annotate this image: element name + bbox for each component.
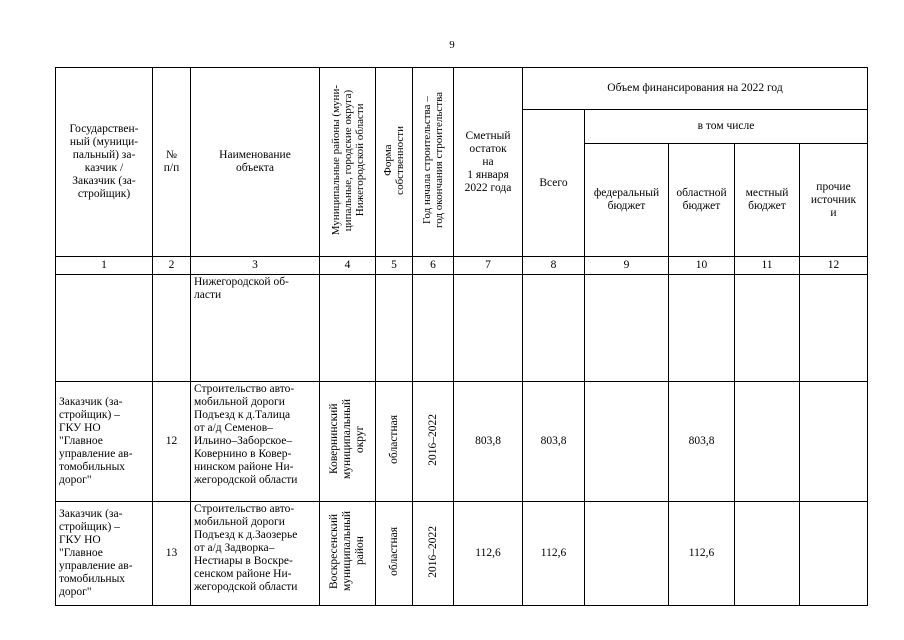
row-federal — [585, 382, 669, 502]
header-years: Год начала строительства – год окончания строительства — [413, 68, 454, 257]
table-row — [56, 502, 868, 606]
header-num: № п/п — [153, 68, 191, 257]
row-local — [735, 502, 800, 606]
column-number: 4 — [320, 257, 376, 275]
row-years: 2016–2022 — [413, 382, 454, 502]
column-numbers-row — [56, 257, 868, 275]
row-other — [800, 502, 868, 606]
row-estimated-balance: 803,8 — [454, 382, 523, 502]
row-ownership: областная — [376, 502, 413, 606]
page-number: 9 — [449, 39, 455, 51]
table-row — [56, 382, 868, 502]
row-customer: Заказчик (за- стройщик) – ГКУ НО "Главное управление ав- томобильных дорог" — [56, 382, 153, 502]
header-other: прочие источник и — [800, 144, 868, 257]
column-number: 8 — [523, 257, 585, 275]
row-district: Воскресенский муниципальный район — [320, 502, 376, 606]
row-other — [800, 382, 868, 502]
row-local — [735, 382, 800, 502]
row-years: 2016–2022 — [413, 502, 454, 606]
header-customer: Государствен- ный (муници- пальный) за- казчик / Заказчик (за- стройщик) — [56, 68, 153, 257]
column-number: 6 — [413, 257, 454, 275]
column-number: 11 — [735, 257, 800, 275]
row-estimated-balance: 112,6 — [454, 502, 523, 606]
row-federal — [585, 502, 669, 606]
row-ownership: областная — [376, 382, 413, 502]
header-including: в том числе — [585, 110, 868, 144]
row-object-name: Строительство авто- мобильной дороги Подъезд к д.Заозерье от а/д Задворка– Нестиары в Воскре- сенском районе Ни- жегородской области — [191, 502, 320, 606]
row-customer: Заказчик (за- стройщик) – ГКУ НО "Главное управление ав- томобильных дорог" — [56, 502, 153, 606]
row-num: 13 — [153, 502, 191, 606]
continuation-row — [56, 275, 868, 382]
header-object-name: Наименование объекта — [191, 68, 320, 257]
row-object-name: Строительство авто- мобильной дороги Подъезд к д.Талица от а/д Семенов– Ильино–Заборское– Ковернино в Ковер- нинском районе Ни- жегородской области — [191, 382, 320, 502]
column-number: 5 — [376, 257, 413, 275]
row-total: 803,8 — [523, 382, 585, 502]
header-regional: областной бюджет — [669, 144, 735, 257]
row-district: Ковернинский муниципальный округ — [320, 382, 376, 502]
header-ownership: Форма собственности — [376, 68, 413, 257]
column-number: 2 — [153, 257, 191, 275]
header-federal: федеральный бюджет — [585, 144, 669, 257]
header-local: местный бюджет — [735, 144, 800, 257]
row-regional: 112,6 — [669, 502, 735, 606]
column-number: 7 — [454, 257, 523, 275]
continuation-object-name: Нижегородской об- ласти — [191, 275, 320, 382]
column-number: 3 — [191, 257, 320, 275]
header-total: Всего — [523, 110, 585, 257]
header-estimated-balance: Сметный остаток на 1 января 2022 года — [454, 68, 523, 257]
header-financing-volume: Объем финансирования на 2022 год — [523, 68, 868, 110]
financing-table — [55, 67, 868, 606]
header-districts: Муниципальные районы (муни- ципальные, городские округа) Нижегородской области — [320, 68, 376, 257]
column-number: 12 — [800, 257, 868, 275]
column-number: 10 — [669, 257, 735, 275]
row-regional: 803,8 — [669, 382, 735, 502]
row-num: 12 — [153, 382, 191, 502]
column-number: 9 — [585, 257, 669, 275]
row-total: 112,6 — [523, 502, 585, 606]
column-number: 1 — [56, 257, 153, 275]
